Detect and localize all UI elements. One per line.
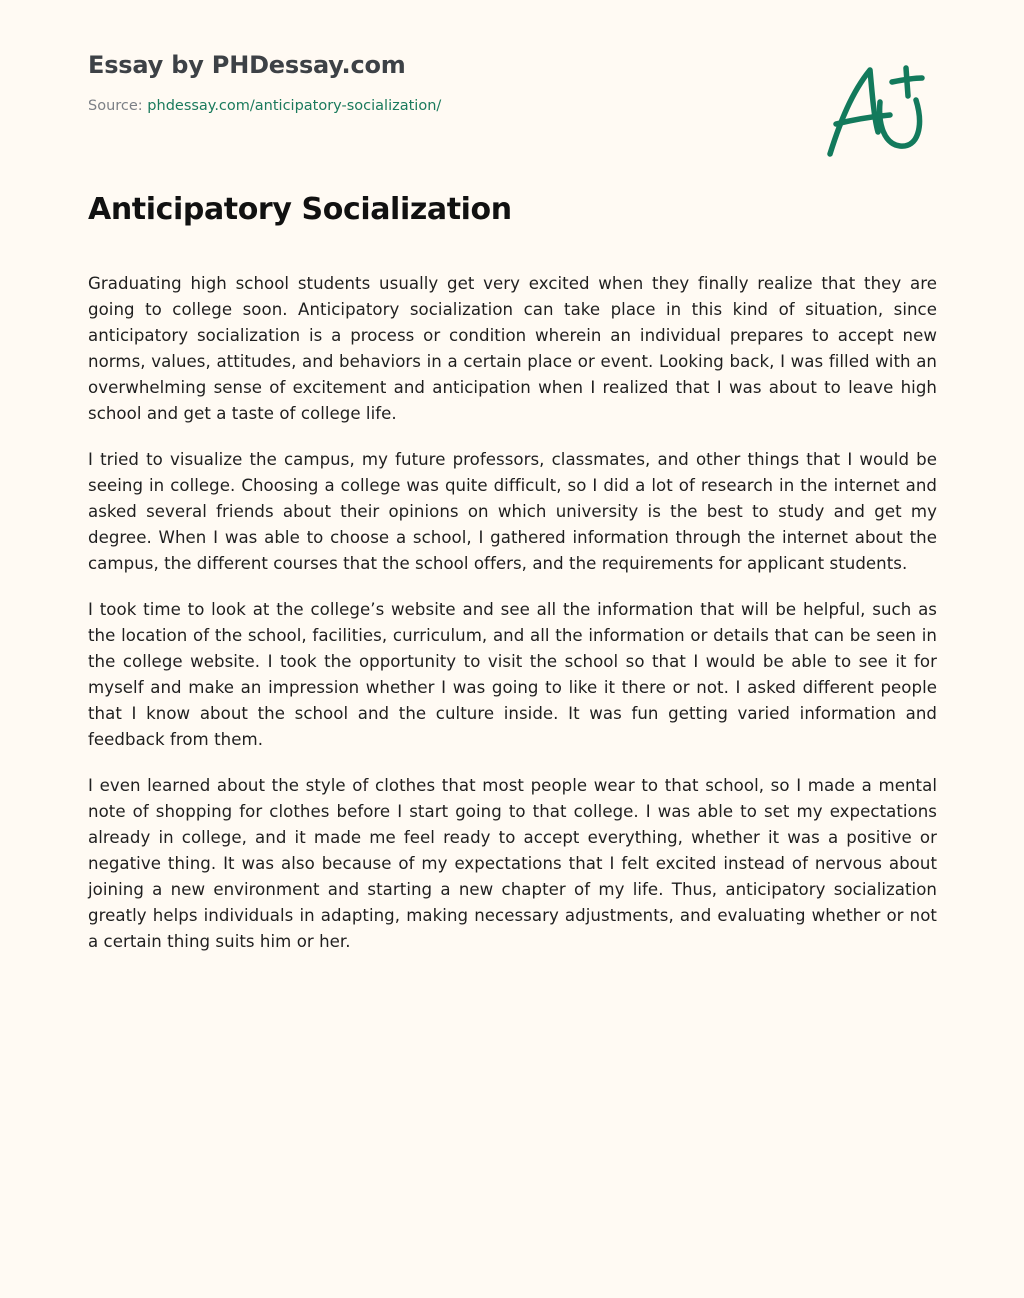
site-brand: Essay by PHDessay.com	[88, 51, 406, 79]
essay-paragraph: I tried to visualize the campus, my future professors, classmates, and other things that I would be seeing in college. Choosing a college was quite difficult, so I did a lot of research in the internet and asked several friends about their opinions on which university is the best to study and get my degree. When I was able to choose a school, I gathered information through the internet about the campus, the different courses that the school offers, and the requirements for applicant students.	[88, 450, 937, 573]
essay-paragraph: Graduating high school students usually get very excited when they finally realize that they are going to college soon. Anticipatory socialization can take place in this kind of situation, since anticipatory socialization is a process or condition wherein an individual prepares to accept new norms, values, attitudes, and behaviors in a certain place or event. Looking back, I was filled with an overwhelming sense of excitement and anticipation when I realized that I was about to leave high school and get a taste of college life.	[88, 274, 937, 423]
essay-paragraph: I even learned about the style of clothes that most people wear to that school, so I made a mental note of shopping for clothes before I start going to that college. I was able to set my expectations already in college, and it made me feel ready to accept everything, whether it was a positive or negative thing. It was also because of my expectations that I felt excited instead of nervous about joining a new environment and starting a new chapter of my life. Thus, anticipatory socialization greatly helps individuals in adapting, making necessary adjustments, and evaluating whether or not a certain thing suits him or her.	[88, 776, 937, 951]
source-label: Source:	[88, 98, 143, 114]
source-link[interactable]: phdessay.com/anticipatory-socialization/	[147, 98, 442, 114]
essay-paragraph: I took time to look at the college’s website and see all the information that will be helpful, such as the location of the school, facilities, curriculum, and all the information or details that can be seen in the college website. I took the opportunity to visit the school so that I would be able to see it for myself and make an impression whether I was going to like it there or not. I asked different people that I know about the school and the culture inside. It was fun getting varied information and feedback from them.	[88, 600, 937, 749]
page-header	[88, 48, 688, 116]
a-plus-grade-icon	[818, 62, 934, 162]
source-line	[88, 96, 688, 116]
essay-body	[88, 271, 937, 975]
essay-title: Anticipatory Socialization	[88, 192, 512, 227]
